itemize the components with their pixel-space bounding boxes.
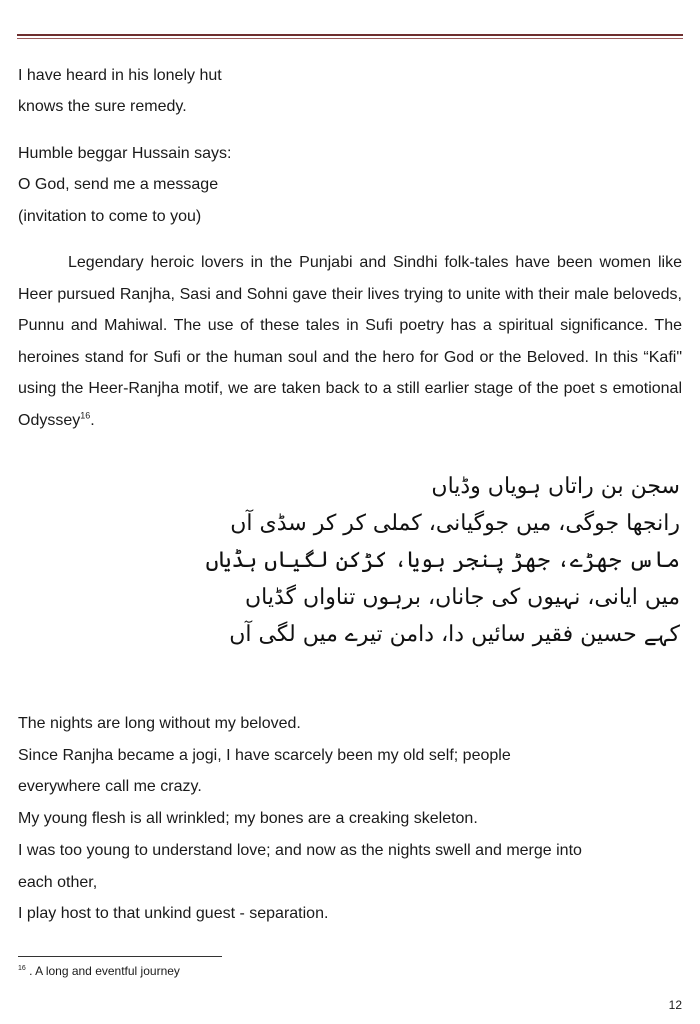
translation-line: everywhere call me crazy. [18, 778, 202, 795]
urdu-line: سجن بن راتاں ہویاں وڈیاں [431, 474, 680, 499]
footnote [18, 964, 180, 978]
footnote-text: . A long and eventful journey [25, 964, 180, 978]
urdu-line: میں ایانی، نہیوں کی جاناں، برہوں تناواں گڈیاں [244, 585, 680, 610]
translation-line: The nights are long without my beloved. [18, 715, 301, 732]
urdu-line: کہے حسین فقیر سائیں دا، دامن تیرے میں لگی آں [229, 622, 680, 647]
verse-line: O God, send me a message [18, 176, 219, 193]
verse-line: I have heard in his lonely hut [18, 67, 222, 84]
footnote-number: 16 [18, 965, 26, 972]
urdu-line: رانجھا جوگی، میں جوگیانی، کملی کر کر سڈی آں [230, 511, 680, 536]
translation-line: I was too young to understand love; and now as the nights swell and merge into [18, 842, 582, 859]
translation-line: My young flesh is all wrinkled; my bones are a creaking skeleton. [18, 810, 478, 827]
footnote-ref: 16 [80, 410, 91, 421]
translation-line: I play host to that unkind guest - separation. [18, 905, 329, 922]
urdu-line: ماس جھڑے، جھڑ پنجر ہویا، کڑکن لگیاں ہڈیاں [205, 548, 680, 573]
footnote-rule [18, 956, 222, 957]
paragraph-text: Legendary heroic lovers in the Punjabi and Sindhi folk-tales have been women like Heer pursued Ranjha, Sasi and Sohni gave their lives trying to unite with their male beloveds, Punnu and Mahiwal. The use of these tales in Sufi poetry has a spiritual significance. The heroines stand for Sufi or the human soul and the hero for God or the Beloved. In this “Kafi" using the Heer-Ranjha motif, we are taken back to a still earlier stage of the poet s emotional Odyssey [18, 254, 682, 429]
urdu-verse-block [205, 468, 680, 653]
header-rule [17, 34, 683, 36]
verse-line: knows the sure remedy. [18, 98, 187, 115]
header-rule-thin [17, 38, 683, 39]
translation-line: each other, [18, 874, 98, 891]
page-number: 12 [668, 998, 682, 1012]
body-paragraph: Legendary heroic lovers in the Punjabi and Sindhi folk-tales have been women like Heer pursued Ranjha, Sasi and Sohni gave their lives trying to unite with their male beloveds, Punnu and Mahiwal. The use of these tales in Sufi poetry has a spiritual significance. The heroines stand for Sufi or the human soul and the hero for God or the Beloved. In this “Kafi" using the Heer-Ranjha motif, we are taken back to a still earlier stage of the poet s emotional Odyssey$^{16}$. [18, 254, 682, 429]
verse-line: Humble beggar Hussain says: [18, 145, 232, 162]
translation-line: Since Ranjha became a jogi, I have scarcely been my old self; people [18, 747, 511, 764]
verse-line: (invitation to come to you) [18, 208, 202, 225]
